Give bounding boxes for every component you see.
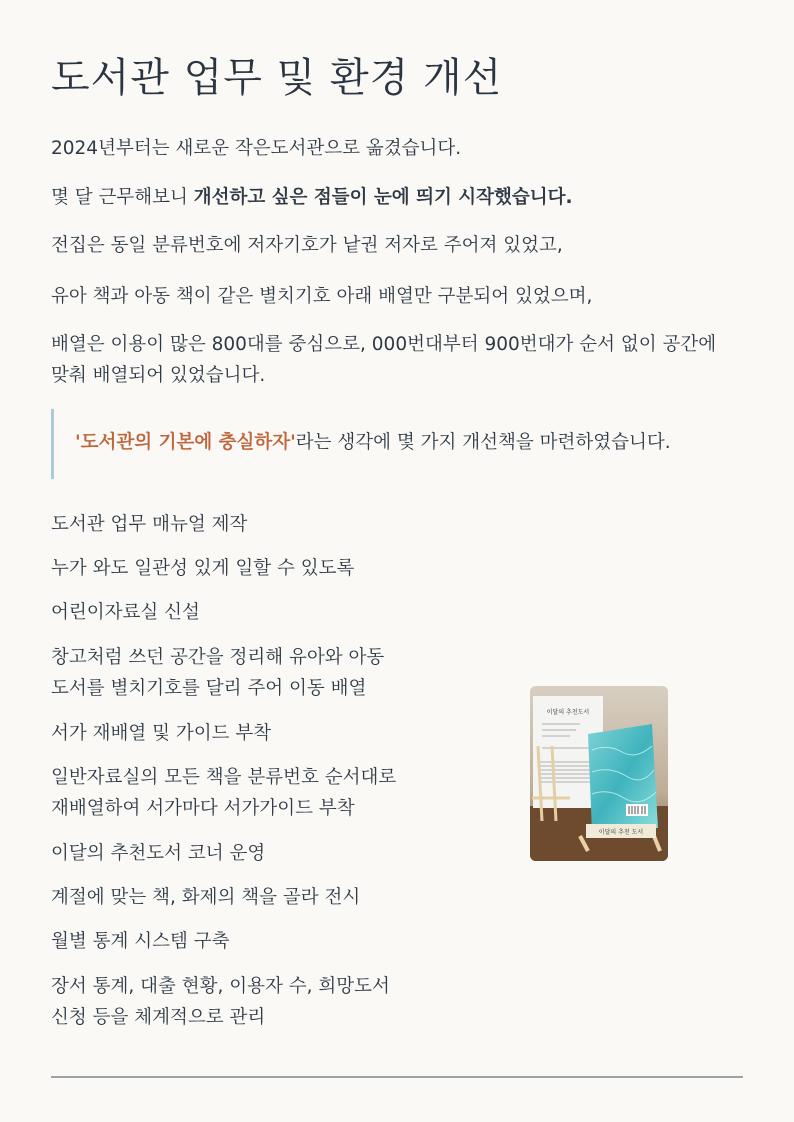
item-desc: 재배열하여 서가마다 서가가이드 부착 — [51, 798, 355, 819]
item-desc: 창고처럼 쓰던 공간을 정리해 유아와 아동 — [51, 647, 385, 668]
item-desc: 일반자료실의 모든 책을 분류번호 순서대로 — [51, 767, 397, 788]
intro-line-4: 유아 책과 아동 책이 같은 별치기호 아래 배열만 구분되어 있었으며, — [51, 286, 593, 307]
item-desc: 장서 통계, 대출 현황, 이용자 수, 희망도서 — [51, 976, 390, 997]
item-desc: 누가 와도 일관성 있게 일할 수 있도록 — [51, 558, 355, 579]
item-title: 이달의 추천도서 코너 운영 — [51, 843, 266, 864]
recommended-books-photo — [530, 686, 668, 861]
quote-text — [75, 428, 671, 454]
intro-line-2 — [51, 182, 573, 213]
intro-line-2-prefix: 몇 달 근무해보니 — [51, 187, 194, 208]
blockquote — [51, 409, 743, 479]
page-title: 도서관 업무 및 환경 개선 — [51, 55, 503, 101]
quote-highlight: '도서관의 기본에 충실하자' — [75, 432, 296, 453]
intro-line-1: 2024년부터는 새로운 작은도서관으로 옮겼습니다. — [51, 138, 462, 159]
book-label: 이달의 추천 도서 — [598, 829, 644, 836]
sign-title: 이달의 추천도서 — [546, 709, 590, 716]
quote-rest: 라는 생각에 몇 가지 개선책을 마련하였습니다. — [295, 432, 671, 453]
intro-line-3: 전집은 동일 분류번호에 저자기호가 낱권 저자로 주어져 있었고, — [51, 235, 563, 256]
item-desc: 계절에 맞는 책, 화제의 책을 골라 전시 — [51, 887, 361, 908]
item-desc: 신청 등을 체계적으로 관리 — [51, 1007, 266, 1028]
intro-line-2-bold: 개선하고 싶은 점들이 눈에 띄기 시작했습니다. — [193, 187, 573, 208]
bottom-divider — [51, 1076, 743, 1078]
intro-line-5a: 배열은 이용이 많은 800대를 중심으로, 000번대부터 900번대가 순서 없이 공간에 — [51, 334, 717, 355]
item-desc: 도서를 별치기호를 달리 주어 이동 배열 — [51, 678, 367, 699]
item-title: 도서관 업무 매뉴얼 제작 — [51, 514, 248, 535]
item-title: 월별 통계 시스템 구축 — [51, 931, 230, 952]
item-title: 어린이자료실 신설 — [51, 602, 200, 623]
intro-line-5b: 맞춰 배열되어 있었습니다. — [51, 365, 266, 386]
item-title: 서가 재배열 및 가이드 부착 — [51, 723, 272, 744]
